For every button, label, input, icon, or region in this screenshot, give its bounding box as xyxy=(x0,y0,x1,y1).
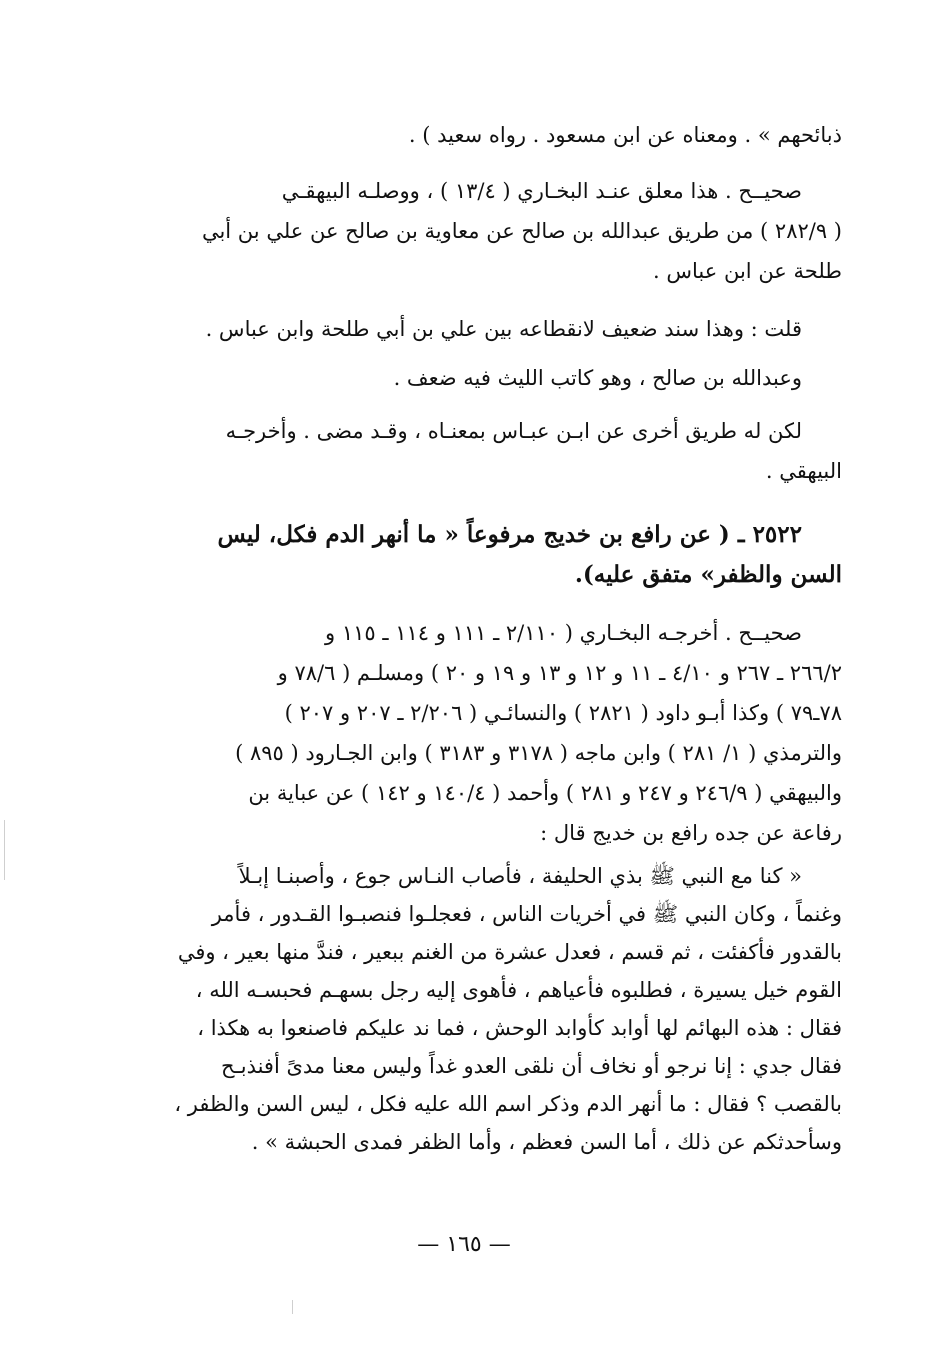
text-line: القوم خيل يسيرة ، فطلبوه فأعياهم ، فأهوى إليه رجل بسهـم فحبسـه الله ، xyxy=(195,978,842,1002)
paragraph-hadith-text xyxy=(174,857,842,1161)
text-line: ٢٥٢٢ ـ ( عن رافع بن خديج مرفوعاً « ما أنهر الدم فكل، ليس xyxy=(217,521,802,548)
text-line: والترمذي ( ١/ ٢٨١ ) وابن ماجه ( ٣١٧٨ و ٣١٨٣ ) وابن الجـارود ( ٨٩٥ ) xyxy=(235,741,842,765)
paragraph-comment-3 xyxy=(226,411,842,491)
text-line: لكن له طريق أخرى عن ابـن عبـاس بمعنـاه ، وقـد مضى . وأخرجـه xyxy=(225,419,802,443)
paragraph-comment-1 xyxy=(206,309,842,349)
text-line: بالقصب ؟ فقال : ما أنهر الدم وذكر اسم الله عليه فكل ، ليس السن والظفر ، xyxy=(174,1092,842,1116)
text-line: ٧٨ـ٧٩ ) وكذا أبـو داود ( ٢٨٢١ ) والنسائـي ( ٢/٢٠٦ ـ ٢٠٧ و ٢٠٧ ) xyxy=(284,701,842,725)
text-line: « كنا مع النبي ﷺ بذي الحليفة ، فأصاب النـاس جوع ، وأصبنـا إبـلاً xyxy=(238,864,802,888)
paragraph-sahih-note-2 xyxy=(235,613,842,853)
text-line: طلحة عن ابن عباس . xyxy=(653,259,842,283)
text-line: والبيهقي ( ٢٤٦/٩ و ٢٤٧ و ٢٨١ ) وأحمد ( ١٤٠/٤ و ١٤٢ ) عن عباية بن xyxy=(248,781,842,805)
hadith-entry-2522 xyxy=(218,515,842,595)
text-line: وغنماً ، وكان النبي ﷺ في أخريات الناس ، فعجلـوا فنصبـوا القـدور ، فأمر xyxy=(211,902,842,926)
paragraph-comment-2 xyxy=(394,358,842,398)
text-line: فقال : هذه البهائم لها أوابد كأوابد الوحش ، فما ند عليكم فاصنعوا به هكذا ، xyxy=(197,1016,842,1040)
text-line: قلت : وهذا سند ضعيف لانقطاعه بين علي بن أبي طلحة وابن عباس . xyxy=(205,317,802,341)
scan-edge-mark xyxy=(4,820,5,880)
text-line: صحيــح . هذا معلق عنـد البخـاري ( ١٣/٤ ) ، ووصلـه البيهقـي xyxy=(281,179,802,203)
text-line: فقال جدي : إنا نرجو أو نخاف أن نلقى العدو غداً وليس معنا مدىً أفنذبـح xyxy=(221,1054,842,1078)
text-line: بالقدور فأكفئت ، ثم قسم ، فعدل عشرة من الغنم ببعير ، فندَّ منها بعير ، وفي xyxy=(177,940,842,964)
paragraph-text-continuation xyxy=(409,115,842,155)
text-line: البيهقي . xyxy=(765,459,842,483)
text-line: السن والظفر» متفق عليه). xyxy=(574,561,842,588)
text-line: ( ٢٨٢/٩ ) من طريق عبدالله بن صالح عن معاوية بن صالح عن علي بن أبي xyxy=(201,219,842,243)
paragraph-sahih-note-1 xyxy=(202,171,842,291)
text-line: صحيــح . أخرجـه البخـاري ( ٢/١١٠ ـ ١١١ و ١١٤ ـ ١١٥ و xyxy=(325,621,802,645)
text-line: ذبائحهم » . ومعناه عن ابن مسعود . رواه سعيد ) . xyxy=(408,123,842,147)
text-line: ٢٦٦/٢ ـ ٢٦٧ و ٤/١٠ ـ ١١ و ١٢ و ١٣ و ١٩ و ٢٠ ) ومسلـم ( ٧٨/٦ و xyxy=(277,661,842,685)
text-line: رفاعة عن جده رافع بن خديج قال : xyxy=(540,821,842,845)
page-number: — ١٦٥ — xyxy=(417,1232,511,1257)
text-line: وسأحدثكم عن ذلك ، أما السن فعظم ، وأما الظفر فمدى الحبشة » . xyxy=(251,1130,842,1154)
text-line: وعبدالله بن صالح ، وهو كاتب الليث فيه ضعف . xyxy=(393,366,802,390)
scan-edge-mark xyxy=(292,1300,293,1314)
